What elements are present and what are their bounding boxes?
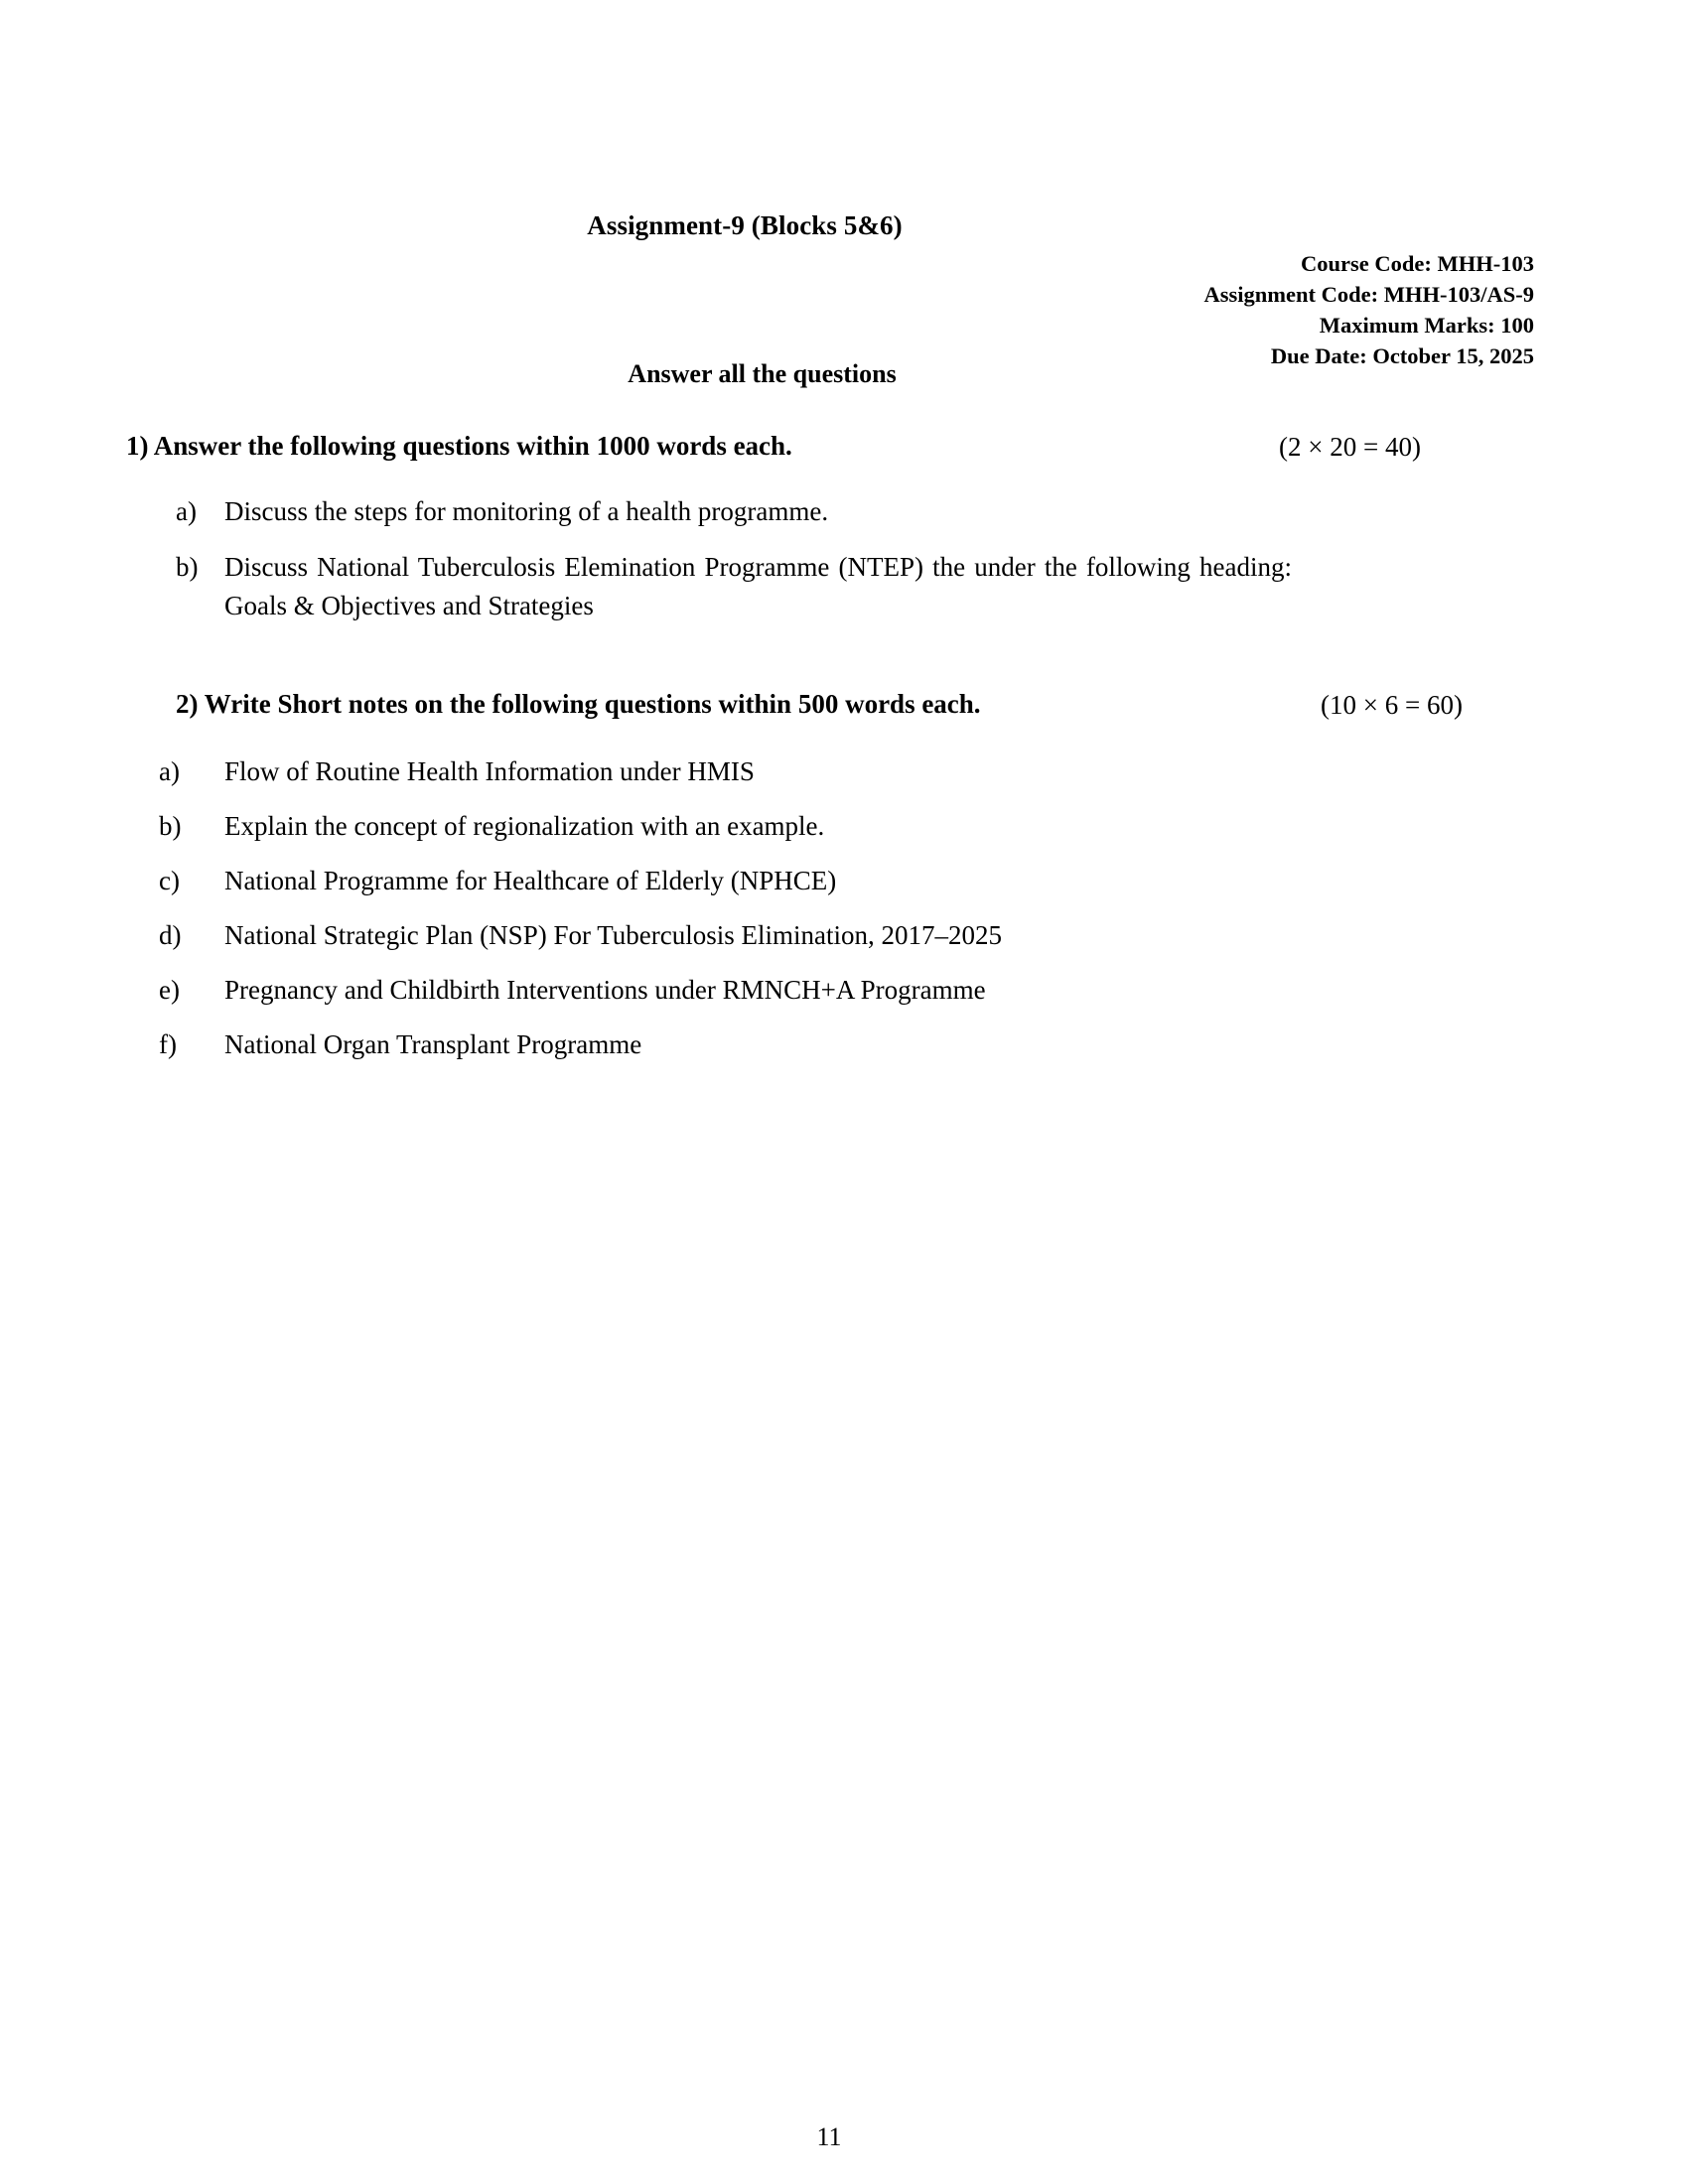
item-marker: e) <box>159 975 180 1005</box>
due-date: Due Date: October 15, 2025 <box>1270 343 1534 368</box>
item-text: Discuss National Tuberculosis Elemination Programme (NTEP) the under the following heading: Goals & Objectives and Strategies <box>224 552 1292 620</box>
item-marker: c) <box>159 866 180 895</box>
item-marker: b) <box>176 552 199 582</box>
question-2-item-list <box>0 752 1440 1064</box>
item-text: Flow of Routine Health Information under HMIS <box>224 756 755 786</box>
question-section-1 <box>0 431 1440 642</box>
list-item <box>0 916 1440 955</box>
item-text: National Programme for Healthcare of Elderly (NPHCE) <box>224 866 837 895</box>
item-marker: b) <box>159 811 182 841</box>
item-text: National Strategic Plan (NSP) For Tuberculosis Elimination, 2017–2025 <box>224 920 1002 950</box>
item-text: Discuss the steps for monitoring of a health programme. <box>224 496 829 526</box>
question-1-marks: (2 × 20 = 40) <box>1279 432 1421 462</box>
item-marker: a) <box>159 756 180 786</box>
assignment-metadata <box>839 248 1534 371</box>
list-item <box>0 971 1440 1010</box>
list-item <box>0 492 1440 531</box>
list-item <box>0 1025 1440 1064</box>
question-section-2 <box>0 689 1463 1080</box>
page-number: 11 <box>816 2122 842 2151</box>
item-marker: d) <box>159 920 182 950</box>
page-title: Assignment-9 (Blocks 5&6) <box>587 210 903 240</box>
list-item <box>0 807 1440 846</box>
item-marker: f) <box>159 1029 177 1059</box>
list-item <box>0 862 1440 900</box>
item-text: National Organ Transplant Programme <box>224 1029 642 1059</box>
question-2-heading-row <box>0 689 1463 735</box>
question-2-heading: 2) Write Short notes on the following questions within 500 words each. <box>176 689 981 719</box>
question-1-heading: 1) Answer the following questions within 1000 words each. <box>126 431 792 461</box>
course-code: Course Code: MHH-103 <box>1301 251 1534 276</box>
list-item <box>0 548 1440 625</box>
item-text: Pregnancy and Childbirth Interventions under RMNCH+A Programme <box>224 975 986 1005</box>
list-item <box>0 752 1440 791</box>
question-1-item-list <box>0 492 1440 625</box>
instruction-text: Answer all the questions <box>628 359 897 388</box>
question-1-heading-row <box>0 431 1440 477</box>
maximum-marks: Maximum Marks: 100 <box>1319 313 1534 338</box>
item-text: Explain the concept of regionalization with an example. <box>224 811 825 841</box>
question-2-marks: (10 × 6 = 60) <box>1321 690 1463 720</box>
assignment-code: Assignment Code: MHH-103/AS-9 <box>1203 282 1534 307</box>
item-marker: a) <box>176 496 197 526</box>
